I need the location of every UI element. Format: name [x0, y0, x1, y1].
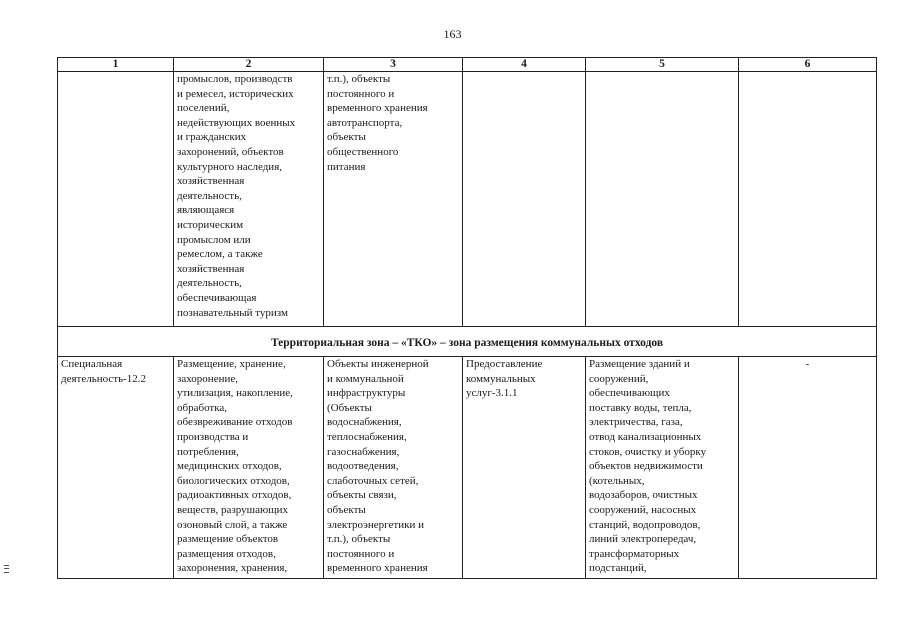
- column-header-2: 2: [174, 58, 324, 72]
- cell-text-line: медицинских отходов,: [177, 460, 282, 473]
- cell-text-line: обеспечивающих: [589, 387, 670, 400]
- cell-text-line: т.п.), объекты: [327, 533, 391, 546]
- cell-text-line: и ремесел, исторических: [177, 87, 294, 100]
- cell-text-line: озоновый слой, а также: [177, 518, 288, 531]
- cell-text-line: сооружений, насосных: [589, 503, 697, 516]
- column-header-6: 6: [739, 58, 877, 72]
- cell-special-col2: [174, 357, 324, 579]
- cell-text-line: захоронений, объектов: [177, 145, 284, 158]
- cell-text-line: Объекты инженерной: [327, 358, 429, 370]
- cell-text-line: биологических отходов,: [177, 474, 290, 487]
- cell-text-line: временного хранения: [327, 562, 428, 575]
- cell-text-line: захоронение,: [177, 372, 238, 385]
- cell-text-line: (Объекты: [327, 401, 372, 414]
- continued-row: [58, 72, 877, 327]
- cell-special-col1: [58, 357, 174, 579]
- cell-text-line: временного хранения: [327, 102, 428, 115]
- cell-text-line: хозяйственная: [177, 262, 245, 275]
- cell-special-col6: -: [739, 357, 877, 579]
- column-header-1: 1: [58, 58, 174, 72]
- cell-text-line: поставку воды, тепла,: [589, 401, 692, 414]
- special-activity-row: [58, 357, 877, 579]
- cell-text-line: теплоснабжения,: [327, 430, 407, 443]
- cell-text-line: слаботочных сетей,: [327, 474, 419, 487]
- cell-text-line: утилизация, накопление,: [177, 387, 293, 400]
- cell-continued-col4: [463, 72, 586, 327]
- cell-text-line: деятельность,: [177, 189, 242, 202]
- column-header-4: 4: [463, 58, 586, 72]
- cell-text-line: обезвреживание отходов: [177, 416, 293, 429]
- cell-text-line: услуг-3.1.1: [466, 387, 518, 400]
- cell-text-line: инфраструктуры: [327, 387, 406, 400]
- column-number-row: [58, 58, 877, 72]
- cell-special-col5: [586, 357, 739, 579]
- cell-continued-col3: [324, 72, 463, 327]
- zone-heading-row: [58, 327, 877, 357]
- cell-text-line: питания: [327, 160, 366, 173]
- cell-text-line: отвод канализационных: [589, 430, 702, 443]
- cell-text-line: объектов недвижимости: [589, 460, 703, 473]
- cell-text-line: деятельность-12.2: [61, 372, 147, 385]
- cell-text-line: размещения отходов,: [177, 547, 276, 560]
- cell-text-line: и гражданских: [177, 131, 247, 144]
- cell-text-line: т.п.), объекты: [327, 73, 391, 85]
- cell-text-line: хозяйственная: [177, 175, 245, 188]
- cell-text-line: электроэнергетики и: [327, 518, 424, 531]
- cell-text-line: электричества, газа,: [589, 416, 683, 429]
- cell-text-line: обработка,: [177, 401, 228, 414]
- cell-continued-col6: [739, 72, 877, 327]
- cell-text-line: культурного наследия,: [177, 160, 282, 173]
- cell-text-line: захоронения, хранения,: [177, 562, 288, 575]
- cell-text-line: Предоставление: [466, 358, 543, 370]
- cell-text-line: (котельных,: [589, 474, 645, 487]
- cell-text-line: водоотведения,: [327, 460, 399, 473]
- cell-text-line: историческим: [177, 218, 244, 231]
- cell-text-line: и коммунальной: [327, 372, 404, 385]
- cell-continued-col2: [174, 72, 324, 327]
- cell-text-line: объекты: [327, 131, 366, 144]
- cell-text-line: коммунальных: [466, 372, 536, 385]
- cell-text-line: трансформаторных: [589, 547, 680, 560]
- cell-special-col3: [324, 357, 463, 579]
- cell-text-line: обеспечивающая: [177, 291, 257, 304]
- cell-text-line: являющаяся: [177, 204, 235, 217]
- cell-text-line: промыслом или: [177, 233, 251, 246]
- zone-heading: Территориальная зона – «ТКО» – зона размещения коммунальных отходов: [58, 327, 877, 357]
- cell-text-line: познавательный туризм: [177, 306, 288, 319]
- cell-text-line: станций, водопроводов,: [589, 518, 701, 531]
- cell-text-line: веществ, разрушающих: [177, 503, 289, 516]
- page-number: 163: [443, 27, 462, 41]
- cell-text-line: постоянного и: [327, 87, 395, 100]
- cell-text-line: производства и: [177, 430, 249, 443]
- cell-text-line: газоснабжения,: [327, 445, 400, 458]
- cell-text-line: деятельность,: [177, 277, 242, 290]
- cell-text-line: потребления,: [177, 445, 239, 458]
- column-header-5: 5: [586, 58, 739, 72]
- cell-text-line: стоков, очистку и уборку: [589, 445, 707, 458]
- cell-text-line: Специальная: [61, 358, 123, 370]
- cell-text-line: общественного: [327, 145, 399, 158]
- cell-text-line: объекты: [327, 503, 366, 516]
- column-header-3: 3: [324, 58, 463, 72]
- cell-text-line: водоснабжения,: [327, 416, 402, 429]
- cell-text-line: размещение объектов: [177, 533, 279, 546]
- cell-text-line: ремеслом, а также: [177, 248, 263, 261]
- cell-text-line: сооружений,: [589, 372, 649, 385]
- cell-text-line: автотранспорта,: [327, 116, 403, 129]
- cell-text-line: постоянного и: [327, 547, 395, 560]
- cell-text-line: радиоактивных отходов,: [177, 489, 292, 502]
- cell-special-col4: [463, 357, 586, 579]
- cell-text-line: подстанций,: [589, 562, 647, 575]
- regulations-table: [57, 57, 877, 579]
- cell-text-line: поселений,: [177, 102, 230, 115]
- cell-continued-col1: [58, 72, 174, 327]
- cell-text-line: недействующих военных: [177, 116, 296, 129]
- cell-text-line: объекты связи,: [327, 489, 397, 502]
- cell-text-line: Размещение, хранение,: [177, 358, 286, 370]
- cell-text-line: Размещение зданий и: [589, 358, 690, 370]
- cell-continued-col5: [586, 72, 739, 327]
- cell-text-line: промыслов, производств: [177, 73, 293, 85]
- cell-text-line: линий электропередач,: [589, 533, 697, 546]
- scan-margin-mark: [4, 565, 9, 573]
- cell-text-line: водозаборов, очистных: [589, 489, 698, 502]
